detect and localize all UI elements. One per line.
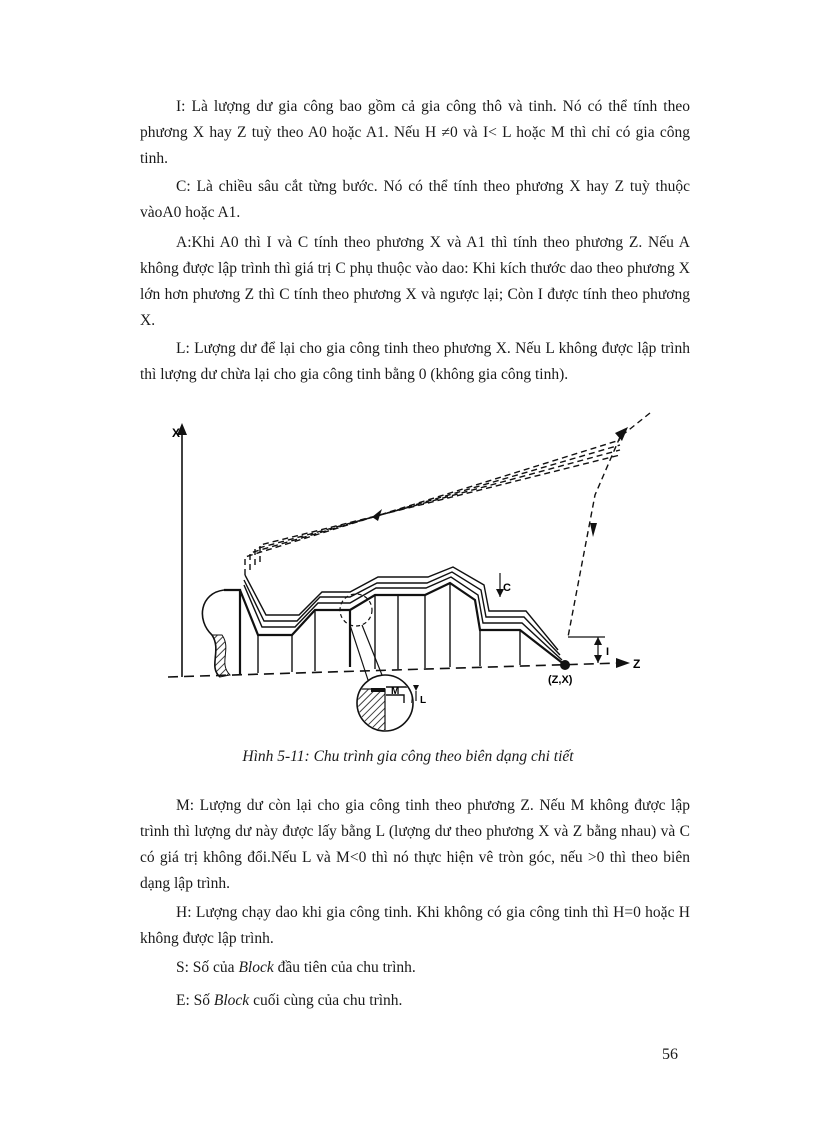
paragraph-e-block: Block [213,992,250,1009]
paragraph-c-text: C: Là chiều sâu cắt từng bước. Nó có thể tính theo phương X hay Z tuỳ thuộc vàoA0 hoặc A1. [140,178,690,221]
paragraph-l-text: L: Lượng dư để lại cho gia công tinh theo phương X. Nếu L không được lập trình thì lượng dư chừa lại cho gia công tinh bằng 0 (không gia công tinh). [140,340,690,383]
paragraph-i-text: I: Là lượng dư gia công bao gồm cả gia công thô và tinh. Nó có thể tính theo phương X hay Z tuỳ theo A0 hoặc A1. Nếu H ≠0 và I< L hoặc M thì chỉ có gia công tinh. [140,98,690,167]
paragraph-s-block: Block [238,959,274,976]
figure-diagram [150,405,670,745]
page-number: 56 [662,1046,678,1063]
x-axis-label: X [172,426,181,440]
paragraph-c [140,174,690,226]
paragraph-h [140,900,690,952]
z-axis-label: Z [633,657,641,671]
approach-path [568,413,650,637]
paragraph-s [140,955,690,981]
paragraph-e [140,988,690,1014]
paragraph-a [140,230,690,334]
l-label: L [420,695,427,706]
paragraph-s-suffix: đầu tiên của chu trình. [273,959,416,976]
start-point-marker [560,660,570,670]
i-arrow-down-icon [594,655,602,663]
i-arrow-up-icon [594,637,602,645]
i-label: I [606,646,610,658]
approach-arrow-icon [590,523,597,537]
paragraph-e-prefix: E: Số [176,992,214,1009]
start-arrow-icon [615,427,628,441]
paragraph-h-text: H: Lượng chạy dao khi gia công tinh. Khi không có gia công tinh thì H=0 hoặc H không được lập trình. [140,904,690,947]
detail-view [355,675,426,734]
c-label: C [503,582,511,594]
part-profile [224,583,565,675]
paragraph-a-text: A:Khi A0 thì I và C tính theo phương X và A1 thì tính theo phương Z. Nếu A không được lập trình thì giá trị C phụ thuộc vào dao: Khi kích thước dao theo phương X lớn hơn phương Z thì C tính theo phương X và ngược lại; Còn I được tính theo phương X. [140,234,690,329]
rapid-return-paths [245,440,620,575]
paragraph-m-text: M: Lượng dư còn lại cho gia công tinh theo phương Z. Nếu M không được lập trình thì lượng dư này được lấy bằng L (lượng dư theo phương X và Z bằng nhau) và C có giá trị không đổi.Nếu L và M<0 thì nó thực hiện vê tròn góc, nếu >0 thì theo biên dạng lập trình. [140,797,690,892]
paragraph-m [140,793,690,897]
m-label: M [391,686,400,697]
origin-label: (Z,X) [548,674,573,686]
figure-caption: Hình 5-11: Chu trình gia công theo biên dạng chi tiết [242,748,574,765]
machining-cycle-figure [150,405,670,745]
paragraph-l [140,336,690,388]
paragraph-i [140,94,690,172]
paragraph-e-suffix: cuối cùng của chu trình. [249,992,403,1009]
z-axis-arrow-icon [616,658,630,668]
paragraph-s-prefix: S: Số của [176,959,239,976]
